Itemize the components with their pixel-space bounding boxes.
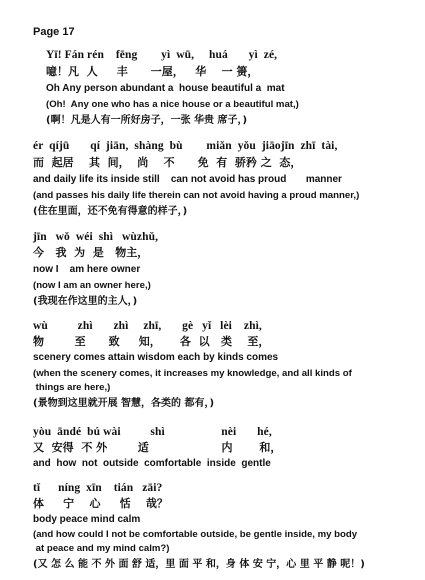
word-gloss-line: and daily life its inside still can not avoid has proud manner bbox=[33, 174, 342, 185]
english-translation: (when the scenery comes, it increases my knowledge, and all kinds of bbox=[33, 368, 352, 379]
page-number: Page 17 bbox=[33, 26, 75, 38]
pinyin-line: wù zhì zhì zhī, gè yǐ lèi zhì, bbox=[33, 320, 262, 332]
english-translation: (Oh! Any one who has a nice house or a beautiful mat,) bbox=[46, 99, 299, 110]
word-gloss-line: scenery comes attain wisdom each by kinds comes bbox=[33, 352, 279, 363]
chinese-characters-line: 今 我 为 是 物主， bbox=[33, 246, 149, 259]
word-gloss-line: now I am here owner bbox=[33, 264, 141, 275]
english-translation: (and how could I not be comfortable outside, be gentle inside, my body bbox=[33, 529, 358, 540]
english-translation-continued: things are here,) bbox=[33, 382, 111, 393]
word-gloss-line: body peace mind calm bbox=[33, 514, 141, 525]
chinese-characters-line: 物 至 致 知， 各 以 类 至， bbox=[33, 335, 270, 348]
chinese-characters-line: 噫！凡 人 丰 一屋， 华 一 箦， bbox=[46, 65, 259, 78]
chinese-translation: (景物到这里就开展 智慧，各类的 都有，) bbox=[33, 398, 215, 409]
pinyin-line: ér qíjū qí jiān, shàng bù miǎn yǒu jiāojīn zhī tài, bbox=[33, 140, 338, 152]
chinese-translation: (我现在作这里的主人，) bbox=[33, 296, 138, 307]
pinyin-line: yòu āndé bú wài shì nèi hé, bbox=[33, 426, 272, 438]
english-translation: (and passes his daily life therein can not avoid having a proud manner,) bbox=[33, 190, 360, 201]
chinese-translation: (又 怎 么 能 不 外 面 舒 适，里 面 平 和，身 体 安 宁，心 里 平 静 呢！) bbox=[33, 559, 365, 570]
word-gloss-line: and how not outside comfortable inside gentle bbox=[33, 458, 271, 469]
chinese-characters-line: 而 起居 其 间， 尚 不 免 有 骄矜 之 态， bbox=[33, 156, 302, 169]
pinyin-line: Yī! Fán rén fēng yì wū, huá yì zé, bbox=[46, 49, 278, 61]
english-translation-continued: at peace and my mind calm?) bbox=[33, 543, 170, 554]
pinyin-line: jīn wǒ wéi shì wùzhǔ, bbox=[33, 231, 159, 243]
chinese-characters-line: 又 安得 不 外 适 内 和， bbox=[33, 441, 282, 454]
pinyin-line: tǐ níng xīn tián zāi? bbox=[33, 482, 163, 494]
chinese-translation: (啊！凡是人有一所好房子，一张 华贵 席子，) bbox=[46, 115, 248, 126]
word-gloss-line: Oh Any person abundant a house beautiful a mat bbox=[46, 83, 285, 94]
chinese-characters-line: 体 宁 心 恬 哉？ bbox=[33, 497, 168, 510]
chinese-translation: (住在里面，还不免有得意的样子，) bbox=[33, 206, 188, 217]
english-translation: (now I am an owner here,) bbox=[33, 280, 151, 291]
